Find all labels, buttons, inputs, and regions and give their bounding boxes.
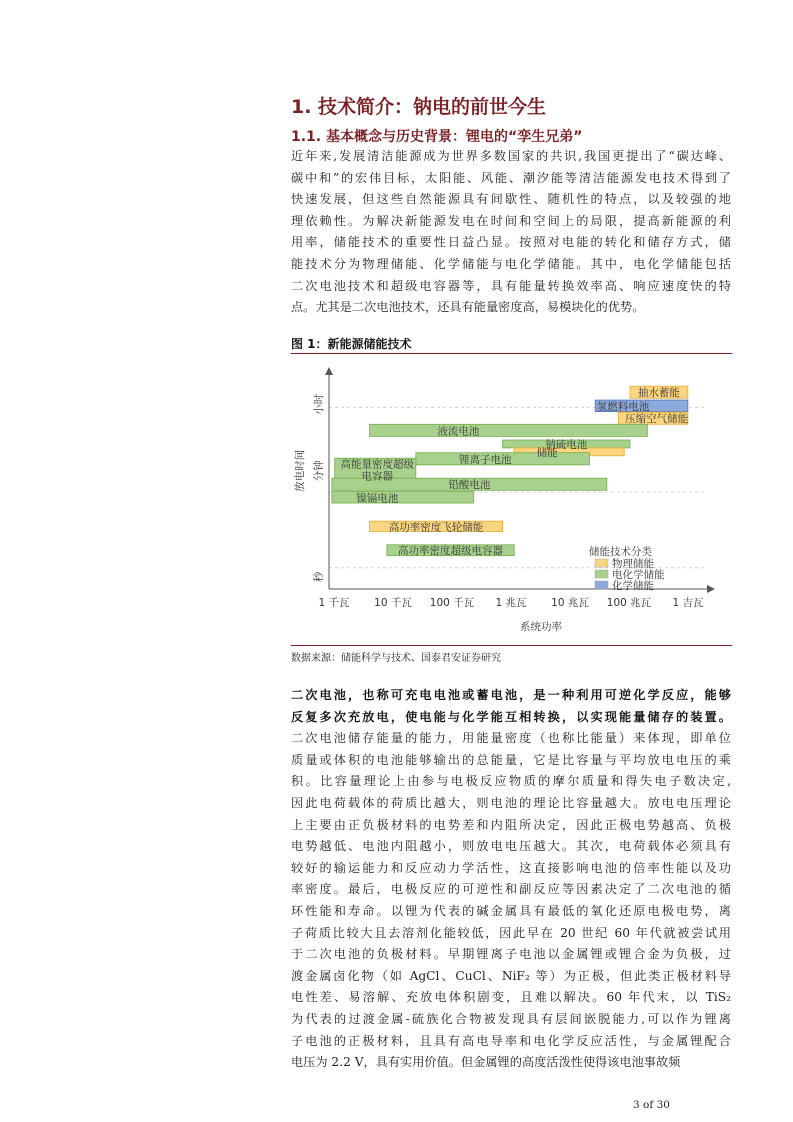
y-axis-label: 放电时间: [294, 449, 306, 492]
body-line: 积。比容量理论上由参与电极反应物质的摩尔质量和得失电子数决定,: [291, 774, 731, 789]
bar-label: 储能: [536, 446, 558, 459]
body-line: 环性能和寿命。以锂为代表的碱金属具有最低的氧化还原电极电势，离: [291, 903, 731, 918]
y-tick-label: 秒: [313, 571, 325, 583]
bar-label: 压缩空气储能: [625, 413, 689, 426]
body-line: 电性差、易溶解、充放电体积剧变，且难以解决。60 年代末，以 TiS₂: [291, 990, 731, 1005]
x-tick-label: 10 千瓦: [374, 597, 412, 609]
bar-液流电池: [370, 424, 648, 436]
body-line: 电压为 2.2 V，具有实用价值。但金属锂的高度活泼性使得该电池事故频: [291, 1055, 681, 1070]
body-bold-line-1: 二次电池，也称可充电电池或蓄电池，是一种利用可逆化学反应，能够: [291, 688, 731, 702]
body-paragraph: [291, 685, 731, 1074]
body-line: 于二次电池的负极材料。早期锂离子电池以金属锂或锂合金为负极，过: [291, 947, 731, 962]
body-line: 较好的输运能力和反应动力学活性，这直接影响电池的倍率性能以及功: [291, 860, 731, 875]
legend-item-label: 物理储能: [612, 558, 654, 570]
bar-label: 锂离子电池: [459, 453, 512, 466]
legend-swatch: [595, 570, 608, 578]
subsection-heading: 1.1. 基本概念与历史背景：锂电的“孪生兄弟”: [291, 129, 583, 145]
intro-line: 二次电池技术和超级电容器等，具有能量转换效率高、响应速度快的特: [291, 278, 731, 293]
body-line: 上主要由正负极材料的电势差和内阻所决定，因此正极电势越高、负极: [291, 817, 731, 832]
intro-paragraph: [291, 146, 731, 319]
x-axis-arrow: [707, 585, 715, 593]
page-number: 3 of 30: [633, 1099, 670, 1111]
intro-line: 理依赖性。为解决新能源发电在时间和空间上的局限，提高新能源的利: [291, 213, 731, 228]
body-line: 子荷质比较大且去溶剂化能较低，因此早在 20 世纪 60 年代就被尝试用: [291, 925, 731, 940]
figure-title: 图 1：新能源储能技术: [291, 337, 412, 351]
legend-item-label: 化学储能: [612, 580, 654, 592]
intro-line: 近年来,发展清洁能源成为世界多数国家的共识,我国更提出了“碳达峰、: [291, 149, 731, 163]
figure-bottom-rule: [291, 645, 732, 646]
storage-technology-chart: [291, 357, 732, 647]
x-tick-label: 100 千瓦: [429, 597, 475, 609]
section-heading: 1. 技术简介：钠电的前世今生: [291, 96, 547, 118]
x-axis-label: 系统功率: [520, 621, 562, 633]
bar-label: 高功率密度飞轮储能: [388, 521, 484, 534]
bar-label: 高功率密度超级电容器: [398, 545, 504, 558]
bar-label: 液流电池: [437, 425, 480, 438]
bar-label: 镍镉电池: [356, 492, 399, 505]
body-line: 因此电荷载体的荷质比越大，则电池的理论比容量越大。放电电压理论: [291, 795, 731, 810]
bar-label: 抽水蓄能: [637, 387, 680, 400]
body-line: 子电池的正极材料，且具有高电导率和电化学反应活性，与金属锂配合: [291, 1033, 731, 1048]
x-tick-label: 10 兆瓦: [551, 597, 589, 609]
legend-item-label: 电化学储能: [612, 569, 665, 581]
intro-line: 快速发展，但这些自然能源具有间歇性、随机性的特点，以及较强的地: [291, 192, 731, 207]
bar-label: 钠硫电池: [545, 438, 588, 451]
bar-label: 铅酸电池: [448, 479, 491, 492]
bar-镍镉电池: [332, 492, 474, 504]
y-axis-arrow: [325, 367, 333, 375]
figure-top-rule: [291, 353, 732, 354]
body-line: 渡金属卤化物（如 AgCl、CuCl、NiF₂ 等）为正极，但此类正极材料导: [291, 968, 731, 983]
intro-line: 碳中和”的宏伟目标，太阳能、风能、潮汐能等清洁能源发电技术得到了: [291, 170, 731, 185]
x-tick-label: 1 吉瓦: [672, 597, 704, 609]
body-line: 率密度。最后，电极反应的可逆性和副反应等因素决定了二次电池的循: [291, 882, 731, 897]
body-line: 二次电池储存能量的能力，用能量密度（也称比能量）来体现，即单位: [291, 731, 731, 746]
y-tick-label: 分钟: [313, 460, 325, 482]
body-line: 为代表的过渡金属-硫族化合物被发现具有层间嵌脱能力,可以作为锂离: [291, 1011, 731, 1026]
legend-swatch: [595, 559, 608, 567]
intro-line: 点。尤其是二次电池技术，还具有能量密度高，易模块化的优势。: [291, 300, 645, 315]
x-tick-label: 1 兆瓦: [495, 597, 527, 609]
bar-label: 高能量密度超级: [340, 458, 415, 471]
legend-title: 储能技术分类: [589, 546, 652, 558]
figure-source: 数据来源：储能科学与技术、国泰君安证券研究: [291, 653, 501, 664]
x-tick-label: 100 兆瓦: [606, 597, 652, 609]
legend-swatch: [595, 581, 608, 589]
y-tick-label: 小时: [313, 393, 325, 415]
intro-line: 能技术分为物理储能、化学储能与电化学储能。其中，电化学储能包括: [291, 256, 731, 271]
bar-label: 氢燃料电池: [596, 400, 650, 413]
bar-label: 电容器: [361, 470, 394, 483]
body-line: 电势越低、电池内阻越小，则放电电压越大。其次，电荷载体必须具有: [291, 839, 731, 854]
intro-line: 用率，储能技术的重要性日益凸显。按照对电能的转化和储存方式，储: [291, 235, 731, 250]
x-tick-label: 1 千瓦: [318, 597, 350, 609]
body-line: 质量或体积的电池能够输出的总能量，它是比容量与平均放电电压的乘: [291, 752, 731, 767]
body-bold-line-2: 反复多次充放电，使电能与化学能互相转换，以实现能量储存的装置。: [291, 709, 731, 724]
